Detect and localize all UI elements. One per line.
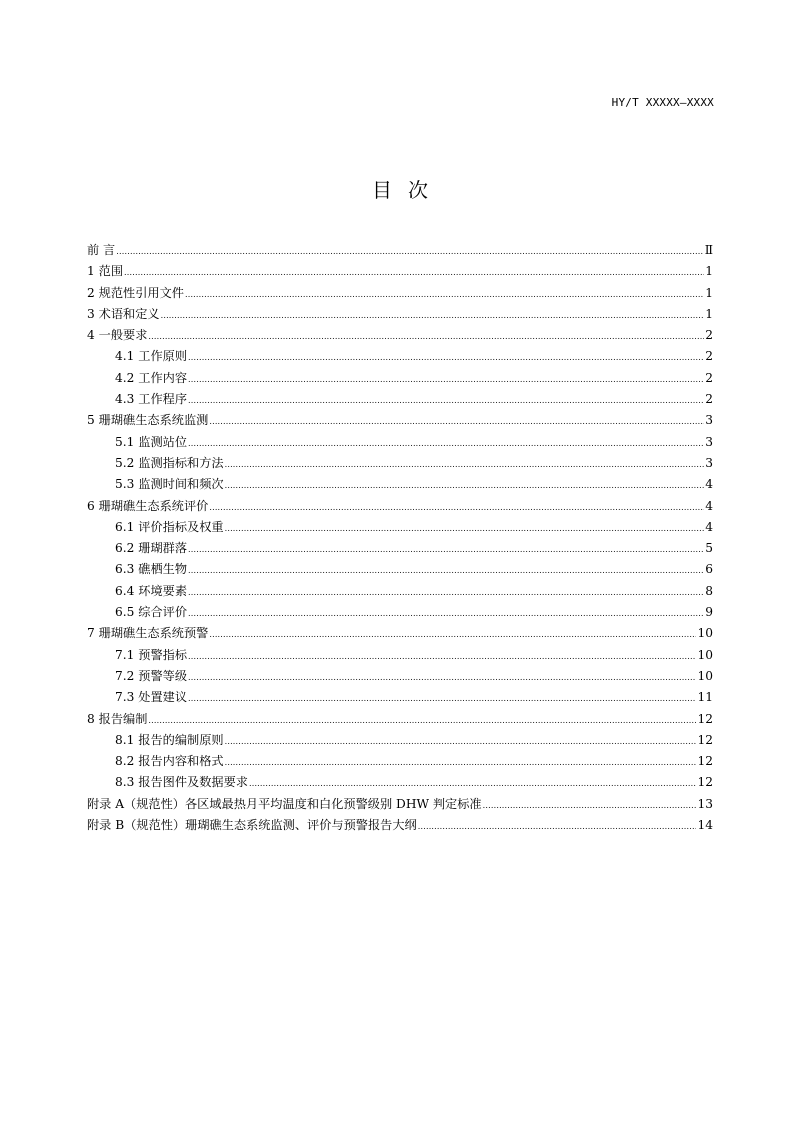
toc-entry[interactable] [87, 496, 713, 517]
toc-page-number: 4 [705, 477, 713, 492]
toc-entry-title: 5.3 监测时间和频次 [115, 477, 224, 492]
toc-page-number: 11 [697, 690, 713, 705]
toc-page-number: 2 [705, 328, 713, 343]
toc-leader-dots [124, 262, 704, 283]
toc-entry-title: 3 术语和定义 [87, 306, 160, 321]
toc-leader-dots [249, 773, 697, 794]
toc-page-number: 10 [697, 626, 713, 641]
toc-entry[interactable] [87, 687, 713, 708]
toc-page-number: 12 [697, 775, 713, 790]
toc-entry[interactable] [87, 453, 713, 474]
toc-entry[interactable] [87, 709, 713, 730]
toc-page-number: 3 [705, 413, 713, 428]
toc-entry-title: 6 珊瑚礁生态系统评价 [87, 498, 209, 513]
toc-leader-dots [188, 688, 696, 709]
toc-entry[interactable] [87, 815, 713, 836]
toc-leader-dots [209, 624, 696, 645]
toc-leader-dots [188, 667, 696, 688]
toc-entry[interactable] [87, 474, 713, 495]
toc-entry-title: 4.2 工作内容 [115, 370, 188, 385]
toc-leader-dots [188, 539, 704, 560]
toc-page-number: 2 [705, 370, 713, 385]
toc-entry[interactable] [87, 368, 713, 389]
toc-leader-dots [225, 752, 697, 773]
toc-entry[interactable] [87, 432, 713, 453]
toc-entry[interactable] [87, 602, 713, 623]
toc-entry-title: 8.2 报告内容和格式 [115, 754, 224, 769]
toc-entry-title: 7 珊瑚礁生态系统预警 [87, 626, 209, 641]
toc-leader-dots [225, 475, 705, 496]
toc-entry-title: 2 规范性引用文件 [87, 285, 184, 300]
toc-entry-title: 5 珊瑚礁生态系统监测 [87, 413, 209, 428]
toc-leader-dots [148, 326, 704, 347]
toc-leader-dots [188, 433, 704, 454]
toc-leader-dots [188, 560, 704, 581]
toc-page-number: 2 [705, 349, 713, 364]
toc-entry[interactable] [87, 304, 713, 325]
toc-leader-dots [225, 731, 697, 752]
toc-entry-title: 7.2 预警等级 [115, 668, 188, 683]
toc-entry-title: 6.3 礁栖生物 [115, 562, 188, 577]
toc-leader-dots [209, 497, 704, 518]
toc-page-number: 1 [705, 306, 713, 321]
toc-entry-title: 8 报告编制 [87, 711, 148, 726]
toc-page-number: 6 [705, 562, 713, 577]
table-of-contents [87, 240, 713, 836]
toc-entry-title: 前 言 [87, 243, 116, 257]
toc-leader-dots [188, 646, 696, 667]
toc-page-number: 2 [705, 392, 713, 407]
toc-entry[interactable] [87, 581, 713, 602]
toc-leader-dots [209, 411, 704, 432]
toc-entry[interactable] [87, 538, 713, 559]
toc-leader-dots [225, 518, 705, 539]
toc-leader-dots [188, 603, 704, 624]
toc-entry-title: 5.1 监测站位 [115, 434, 188, 449]
toc-entry[interactable] [87, 261, 713, 282]
standard-code: HY/T XXXXX—XXXX [611, 96, 714, 109]
toc-page-number: 3 [705, 455, 713, 470]
toc-page-number: 12 [697, 732, 713, 747]
toc-entry[interactable] [87, 794, 713, 815]
toc-leader-dots [483, 795, 697, 816]
toc-entry-title: 6.1 评价指标及权重 [115, 519, 224, 534]
toc-entry-title: 4.1 工作原则 [115, 349, 188, 364]
toc-leader-dots [188, 390, 704, 411]
toc-entry-title: 8.3 报告图件及数据要求 [115, 775, 248, 790]
toc-entry[interactable] [87, 240, 713, 261]
toc-entry-title: 5.2 监测指标和方法 [115, 455, 224, 470]
toc-page-number: 12 [697, 754, 713, 769]
toc-page-number: 14 [697, 818, 713, 833]
toc-entry[interactable] [87, 623, 713, 644]
toc-leader-dots [185, 284, 704, 305]
toc-page-number: 12 [697, 711, 713, 726]
toc-entry[interactable] [87, 559, 713, 580]
toc-entry[interactable] [87, 772, 713, 793]
toc-entry[interactable] [87, 517, 713, 538]
toc-entry-title: 附录 B（规范性）珊瑚礁生态系统监测、评价与预警报告大纲 [87, 818, 417, 833]
toc-entry[interactable] [87, 410, 713, 431]
toc-entry-title: 6.4 环境要素 [115, 583, 188, 598]
toc-page-number: 1 [705, 285, 713, 300]
toc-entry[interactable] [87, 645, 713, 666]
toc-entry[interactable] [87, 751, 713, 772]
toc-entry[interactable] [87, 346, 713, 367]
page-title: 目次 [372, 178, 444, 202]
toc-leader-dots [116, 241, 703, 262]
toc-page-number: 4 [705, 498, 713, 513]
toc-leader-dots [418, 816, 697, 837]
toc-leader-dots [148, 710, 696, 731]
toc-entry-title: 7.3 处置建议 [115, 690, 188, 705]
toc-leader-dots [225, 454, 705, 475]
toc-entry-title: 4.3 工作程序 [115, 392, 188, 407]
toc-entry-title: 附录 A（规范性）各区域最热月平均温度和白化预警级别 DHW 判定标准 [87, 796, 482, 811]
toc-page-number: 4 [705, 519, 713, 534]
toc-page-number: Ⅱ [704, 243, 713, 257]
toc-page-number: 10 [697, 668, 713, 683]
toc-entry-title: 8.1 报告的编制原则 [115, 732, 224, 747]
toc-entry[interactable] [87, 283, 713, 304]
toc-page-number: 9 [705, 605, 713, 620]
toc-page-number: 5 [705, 541, 713, 556]
toc-page-number: 10 [697, 647, 713, 662]
toc-leader-dots [188, 347, 704, 368]
toc-leader-dots [161, 305, 705, 326]
toc-page-number: 13 [697, 796, 713, 811]
toc-entry[interactable] [87, 666, 713, 687]
toc-entry[interactable] [87, 730, 713, 751]
toc-leader-dots [188, 582, 704, 603]
toc-entry-title: 7.1 预警指标 [115, 647, 188, 662]
toc-page-number: 1 [705, 264, 713, 279]
toc-entry[interactable] [87, 389, 713, 410]
toc-entry[interactable] [87, 325, 713, 346]
toc-entry-title: 6.5 综合评价 [115, 605, 188, 620]
toc-page-number: 8 [705, 583, 713, 598]
toc-entry-title: 1 范围 [87, 264, 124, 279]
toc-page-number: 3 [705, 434, 713, 449]
toc-entry-title: 4 一般要求 [87, 328, 148, 343]
toc-leader-dots [188, 369, 704, 390]
toc-entry-title: 6.2 珊瑚群落 [115, 541, 188, 556]
